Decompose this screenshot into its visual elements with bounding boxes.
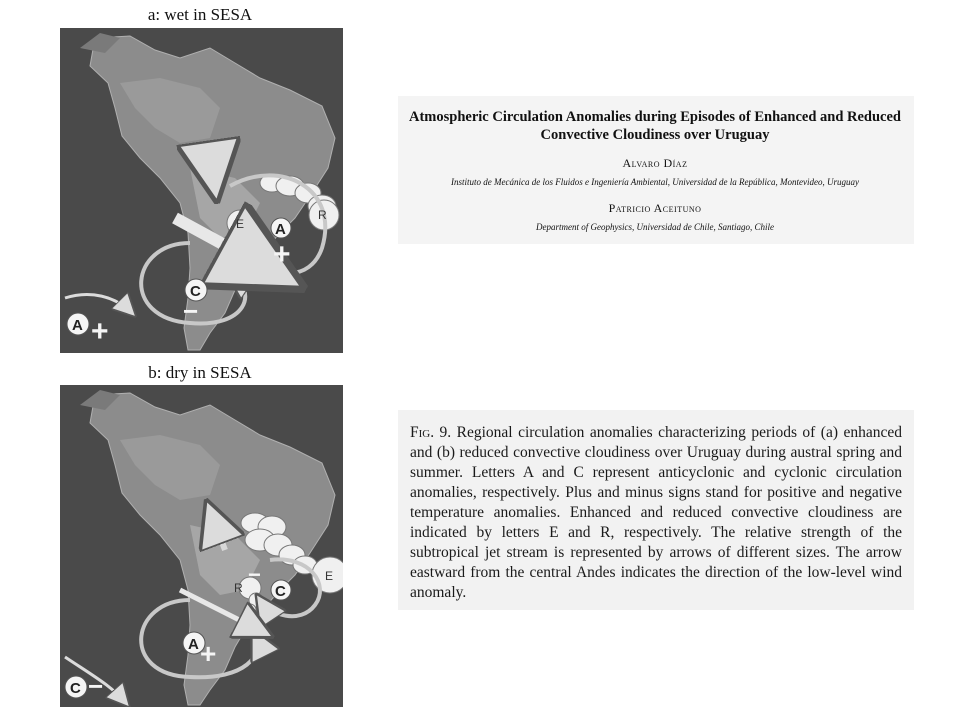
author-1: Alvaro Díaz (622, 156, 688, 170)
panel-a-map (60, 28, 343, 353)
label-r: R (234, 581, 243, 595)
panel-a-title: a: wet in SESA (147, 5, 253, 24)
label-r: R (318, 208, 327, 222)
label-e: E (325, 569, 334, 583)
paper-title: Atmospheric Circulation Anomalies during Episodes of Enhanced and Reduced Convective Cloudiness over Uruguay (409, 109, 901, 143)
label-c-center: C (275, 583, 286, 600)
label-a: A (188, 636, 199, 653)
label-c-corner: C (70, 680, 81, 697)
label-minus: − (183, 296, 199, 326)
label-e: E (236, 217, 245, 231)
label-plus: + (200, 638, 217, 669)
figure-caption (410, 423, 902, 603)
label-minus-corner: − (88, 671, 104, 701)
label-plus-center: + (273, 238, 291, 271)
panel-b-title: b: dry in SESA (148, 363, 252, 382)
label-a-corner: A (72, 317, 83, 334)
author-2: Patricio Aceituno (608, 201, 702, 215)
caption-text: Regional circulation anomalies characterizing periods of (a) enhanced and (b) reduced convective cloudiness over Uruguay during austral spring and summer. Letters A and C represent anticyclonic and cyclonic circulation anomalies, respectively. Plus and minus signs stand for positive and negative temperature anomalies. Enhanced and reduced convective cloudiness are indicated by letters E and R, respectively. The relative strength of the subtropical jet stream is represented by arrows of different sizes. The arrow eastward from the central Andes indicates the direction of the low-level wind anomaly. (410, 424, 902, 601)
label-a-center: A (275, 221, 286, 238)
label-minus-center: − (248, 562, 261, 587)
label-c: C (190, 283, 201, 300)
figure-label: Fig. 9. (410, 424, 452, 441)
affiliation-2: Department of Geophysics, Universidad de Chile, Santiago, Chile (536, 222, 774, 232)
paper-header (400, 108, 910, 232)
panel-b-map (60, 385, 343, 707)
affiliation-1: Instituto de Mecánica de los Fluidos e Ingeniería Ambiental, Universidad de la República, Montevideo, Uruguay (451, 177, 859, 187)
label-plus-corner: + (91, 315, 109, 348)
